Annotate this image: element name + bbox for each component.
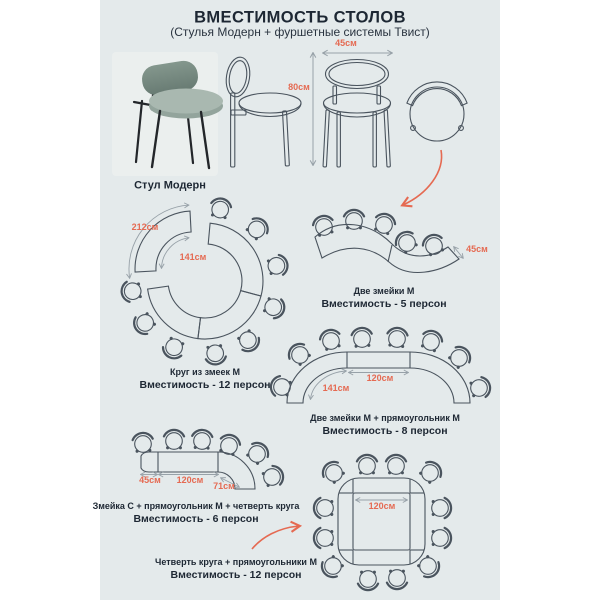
chair-top-view-icon <box>164 430 184 449</box>
chair-top-view-icon <box>386 455 406 474</box>
chair-top-view-icon <box>432 528 451 548</box>
chair-top-view-icon <box>351 327 373 348</box>
chair-label: Стул Модерн <box>134 179 206 192</box>
page-subtitle: (Стулья Модерн + фуршетные системы Твист) <box>170 25 430 40</box>
chair-top-view-icon <box>311 214 336 238</box>
chair-top-view-icon <box>417 458 445 486</box>
chair-top-view-icon <box>392 228 420 255</box>
chair-top-view-icon <box>432 498 451 518</box>
diagram-quarter-rectangles <box>314 455 451 590</box>
chair-top-view-icon <box>209 197 233 220</box>
chair-top-view <box>407 82 467 141</box>
dim-label-arch-rect: 120см <box>366 372 394 383</box>
diagram-square-name: Четверть круга + прямоугольники М <box>155 556 317 567</box>
diagram-two-snakes-name: Две змейки М <box>353 285 415 296</box>
chair-top-view-icon <box>415 553 443 581</box>
chair-top-view-icon <box>372 211 398 236</box>
chair-top-view-icon <box>318 328 343 352</box>
dim-label-two-snakes: 45см <box>466 243 488 254</box>
chair-height-dim-label: 80см <box>288 81 310 92</box>
chair-top-view-icon <box>269 375 293 399</box>
chair-top-view-icon <box>387 570 407 589</box>
chair-top-view-icon <box>469 376 492 400</box>
chair-front-view <box>323 53 392 167</box>
chair-top-view-icon <box>132 432 154 453</box>
infographic-canvas <box>92 0 500 600</box>
chair-top-view-icon <box>318 553 346 581</box>
chair-width-dim-label: 45см <box>335 37 357 48</box>
diagram-circle-capacity: Вместимость - 12 персон <box>139 378 271 391</box>
dim-label-arch-arc: 141см <box>322 382 350 393</box>
dim-label-circle-inner: 141см <box>179 251 207 262</box>
curved-arrow-icon <box>403 150 442 205</box>
diagram-circle-name: Круг из змеек М <box>169 366 241 377</box>
dim-label-circle-outer: 212см <box>131 221 159 232</box>
dim-label-snake-quarter: 71см <box>213 480 235 491</box>
chair-side-view <box>224 53 313 167</box>
diagram-square-capacity: Вместимость - 12 персон <box>170 568 302 581</box>
chair-top-view-icon <box>244 439 272 467</box>
chair-top-view-icon <box>446 343 474 371</box>
diagram-two-snakes-capacity: Вместимость - 5 персон <box>321 297 447 310</box>
dim-label-snake-rect: 120см <box>176 474 204 485</box>
chair-top-view-icon <box>358 571 378 590</box>
chair-top-view-icon <box>262 295 287 321</box>
diagram-snake-capacity: Вместимость - 6 персон <box>133 512 259 525</box>
chair-top-view-icon <box>130 310 157 338</box>
chair-top-view-icon <box>191 429 212 449</box>
chair-top-view-icon <box>160 335 187 361</box>
chair-top-view-icon <box>419 328 445 354</box>
curved-arrow-icon <box>252 526 299 549</box>
page-title: ВМЕСТИМОСТЬ СТОЛОВ <box>194 8 406 27</box>
chair-top-view-icon <box>319 458 347 486</box>
dim-label-snake-c: 45см <box>139 474 161 485</box>
chair-top-view-icon <box>120 280 142 303</box>
dim-label-square: 120см <box>368 500 396 511</box>
chair-top-view-icon <box>261 463 287 489</box>
chair-top-view-icon <box>314 528 333 548</box>
chair-top-view-icon <box>357 455 377 474</box>
diagram-arch-capacity: Вместимость - 8 персон <box>322 424 448 437</box>
diagram-two-snakes-rectangle <box>269 327 492 403</box>
chair-top-view-icon <box>314 498 333 518</box>
chair-top-view-icon <box>244 214 272 242</box>
chair-top-view-icon <box>235 327 263 355</box>
chair-photo <box>112 52 223 176</box>
chair-top-view-icon <box>204 344 227 366</box>
diagram-two-snakes <box>311 210 463 273</box>
diagram-snake-name: Змейка С + прямоугольник М + четверть круга <box>92 500 300 511</box>
chair-top-view-icon <box>386 327 408 348</box>
chair-top-view-icon <box>266 254 289 278</box>
diagram-arch-name: Две змейки М + прямоугольник М <box>310 412 460 423</box>
